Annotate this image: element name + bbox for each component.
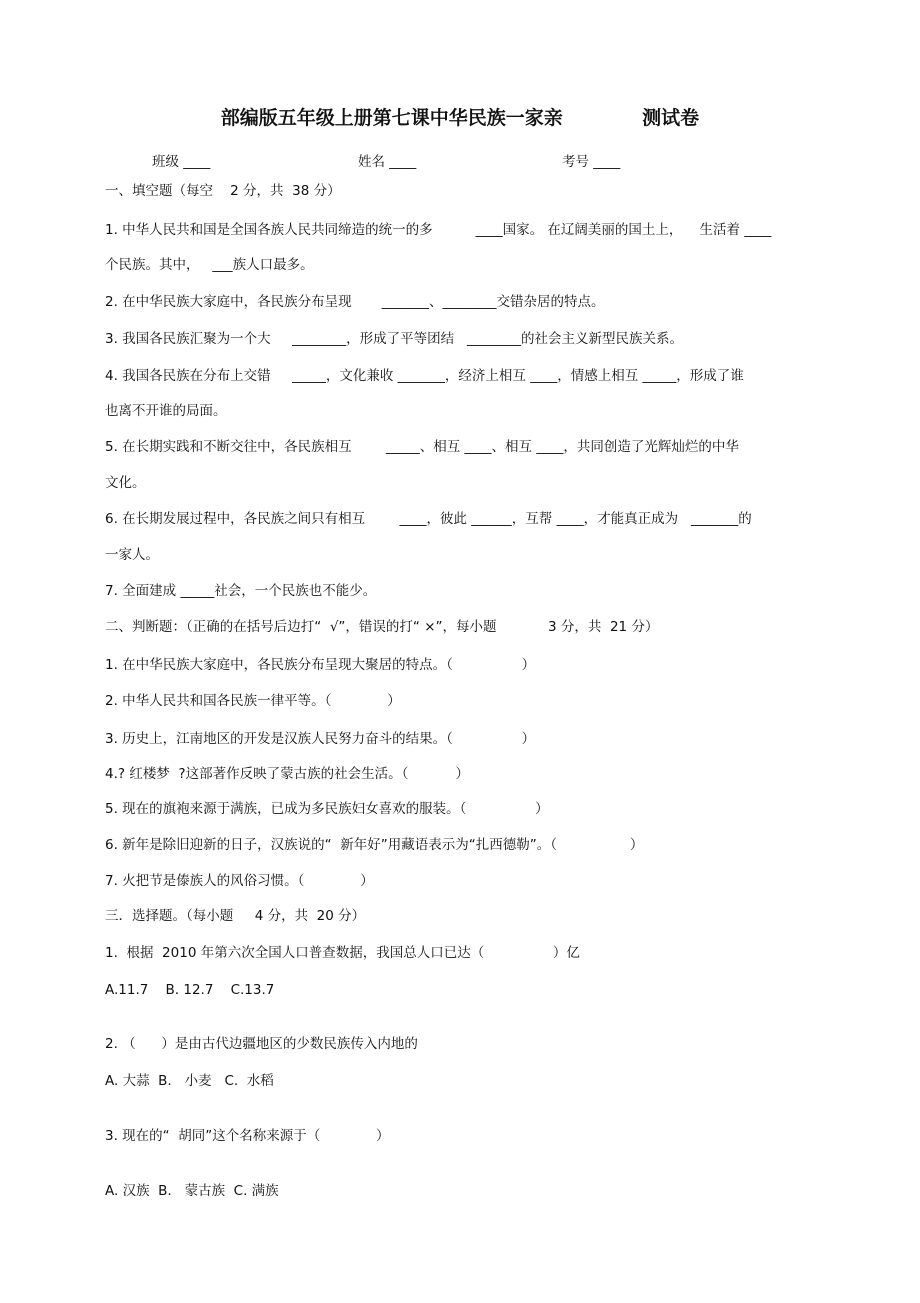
fill-question-7: 7. 全面建成 _____社会，一个民族也不能少。 <box>105 583 377 599</box>
page-title: 部编版五年级上册第七课中华民族一家亲 测试卷 <box>220 107 700 129</box>
fill-question-2: 2. 在中华民族大家庭中，各民族分布呈现 _______、________交错杂居的特点。 <box>105 294 605 310</box>
fill-question-6-line2: 一家人。 <box>105 547 159 563</box>
judge-question-2: 2. 中华人民共和国各民族一律平等。（ ） <box>105 693 401 709</box>
fill-question-4-line1: 4. 我国各民族在分布上交错 _____，文化兼收 _______，经济上相互 ____，情感上相互 _____，形成了谁 <box>105 368 744 384</box>
fill-question-5-line1: 5. 在长期实践和不断交往中，各民族相互 _____、相互 ____、相互 ____，共同创造了光辉灿烂的中华 <box>105 439 739 455</box>
choice-question-1-options: A.11.7 B. 12.7 C.13.7 <box>105 982 275 998</box>
fill-question-5-line2: 文化。 <box>105 475 146 491</box>
judge-question-5: 5. 现在的旗袍来源于满族，已成为多民族妇女喜欢的服装。（ ） <box>105 801 549 817</box>
exam-number-field: 考号 ____ <box>562 154 621 170</box>
fill-question-1-line1: 1. 中华人民共和国是全国各族人民共同缔造的统一的多 ____国家。 在辽阔美丽的国土上， 生活着 ____ <box>105 222 772 238</box>
fill-question-4-line2: 也离不开谁的局面。 <box>105 403 227 419</box>
fill-question-3: 3. 我国各民族汇聚为一个大 ________，形成了平等团结 ________的社会主义新型民族关系。 <box>105 331 684 347</box>
judge-question-3: 3. 历史上，江南地区的开发是汉族人民努力奋斗的结果。（ ） <box>105 731 536 747</box>
choice-question-2-options: A. 大蒜 B. 小麦 C. 水稻 <box>105 1073 274 1089</box>
section3-heading: 三．选择题。（每小题 4 分，共 20 分） <box>105 908 366 924</box>
judge-question-4: 4.? 红楼梦 ?这部著作反映了蒙古族的社会生活。（ ） <box>105 766 470 782</box>
fill-question-6-line1: 6. 在长期发展过程中，各民族之间只有相互 ____，彼此 ______，互帮 ____，才能真正成为 _______的 <box>105 511 752 527</box>
judge-question-1: 1. 在中华民族大家庭中，各民族分布呈现大聚居的特点。（ ） <box>105 657 536 673</box>
choice-question-1: 1. 根据 2010 年第六次全国人口普查数据，我国总人口已达（ ）亿 <box>105 945 580 961</box>
choice-question-3: 3. 现在的“ 胡同”这个名称来源于（ ） <box>105 1128 390 1144</box>
section1-heading: 一、填空题（每空 2 分，共 38 分） <box>105 183 341 199</box>
class-field: 班级 ____ <box>152 154 211 170</box>
choice-question-2: 2. （ ）是由古代边疆地区的少数民族传入内地的 <box>105 1036 418 1052</box>
choice-question-3-options: A. 汉族 B. 蒙古族 C. 满族 <box>105 1183 279 1199</box>
section2-heading: 二、判断题：（正确的在括号后边打“ √”，错误的打“ ×”，每小题 3 分，共 21 分） <box>105 619 659 635</box>
fill-question-1-line2: 个民族。其中， ___族人口最多。 <box>105 257 314 273</box>
judge-question-6: 6. 新年是除旧迎新的日子，汉族说的“ 新年好”用藏语表示为“扎西德勒”。（ ） <box>105 837 644 853</box>
judge-question-7: 7. 火把节是傣族人的风俗习惯。（ ） <box>105 873 374 889</box>
name-field: 姓名 ____ <box>358 154 417 170</box>
